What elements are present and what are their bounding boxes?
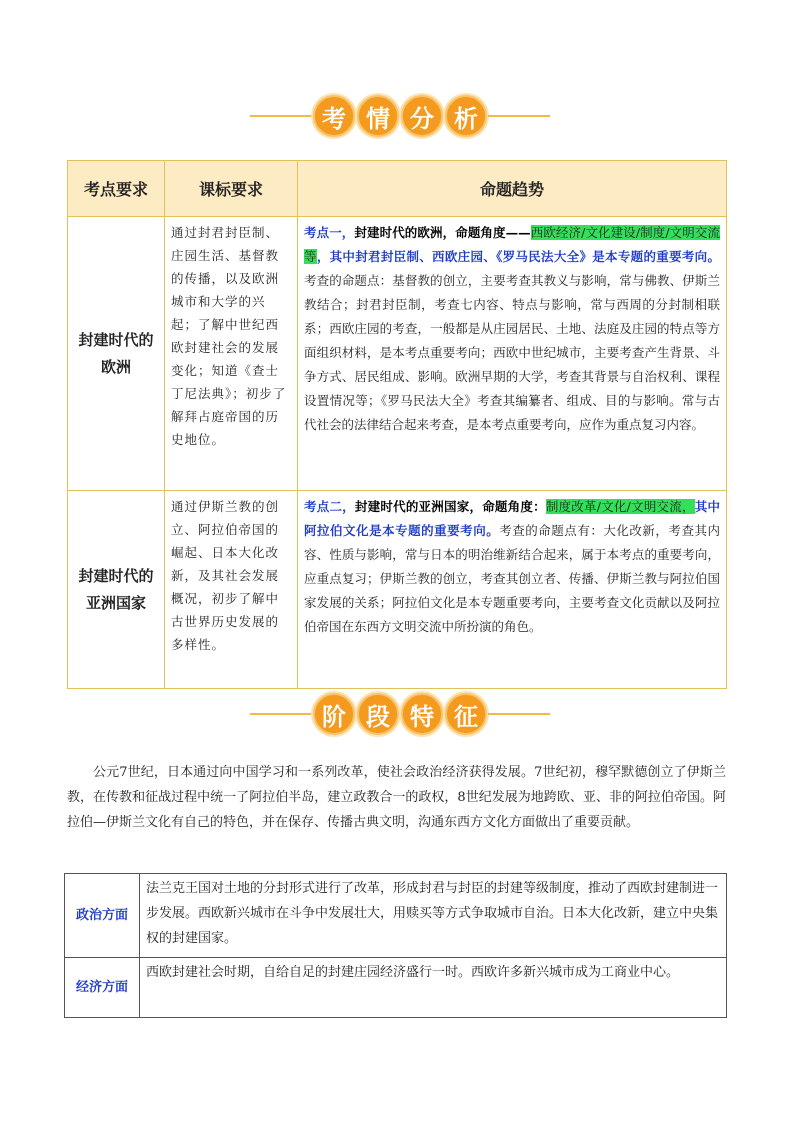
- feature-label: 政治方面: [65, 874, 140, 958]
- topic-text: 封建时代的欧洲: [78, 330, 154, 376]
- feature-label: 经济方面: [65, 958, 140, 1018]
- banner-char: 考: [313, 95, 355, 137]
- banner-line-right: [488, 713, 550, 715]
- banner-char: 情: [357, 95, 399, 137]
- table-row: [65, 958, 727, 1018]
- trend-cell: [298, 217, 727, 491]
- kp-label: 考点一，: [304, 225, 355, 240]
- section-banner-analysis: [250, 95, 550, 137]
- kp-label: 考点二，: [304, 499, 355, 514]
- topic-text: 封建时代的亚洲国家: [78, 566, 154, 612]
- banner-char: 特: [401, 693, 443, 735]
- table-header-row: [68, 161, 727, 217]
- standard-cell: 通过伊斯兰教的创立、阿拉伯帝国的崛起、日本大化改新，及其社会发展概况，初步了解中古世界历史发展的多样性。: [165, 491, 298, 689]
- feature-text: 西欧封建社会时期，自给自足的封建庄园经济盛行一时。西欧许多新兴城市成为工商业中心。: [140, 958, 727, 1018]
- feature-text: 法兰克王国对土地的分封形式进行了改革，形成封君与封臣的封建等级制度，推动了西欧封建制进一步发展。西欧新兴城市在斗争中发展壮大，用赎买等方式争取城市自治。日本大化改新，建立中央集权的封建国家。: [140, 874, 727, 958]
- table-row: [68, 491, 727, 689]
- banner-char: 分: [401, 95, 443, 137]
- table-row: [65, 874, 727, 958]
- standard-cell: 通过封君封臣制、庄园生活、基督教的传播，以及欧洲城市和大学的兴起；了解中世纪西欧封建社会的发展变化；知道《查士丁尼法典》；初步了解拜占庭帝国的历史地位。: [165, 217, 298, 491]
- banner-char: 征: [445, 693, 487, 735]
- kp-key: ，其中封君封臣制、西欧庄园、《罗马民法大全》是本专题的重要考向。: [316, 249, 720, 264]
- kp-title: 封建时代的亚洲国家，命题角度：: [354, 499, 546, 514]
- intro-paragraph: 公元7世纪，日本通过向中国学习和一系列改革，使社会政治经济获得发展。7世纪初，穆罕默德创立了伊斯兰教，在传教和征战过程中统一了阿拉伯半岛，建立政教合一的政权，8世纪发展为地跨欧、亚、非的阿拉伯帝国。阿拉伯—伊斯兰文化有自己的特色，并在保存、传播古典文明，沟通东西方文化方面做出了重要贡献。: [67, 765, 726, 830]
- feature-table: [64, 873, 727, 1018]
- topic-cell: [68, 491, 165, 689]
- banner-char: 析: [445, 95, 487, 137]
- table-row: [68, 217, 727, 491]
- header-standard: 课标要求: [165, 161, 298, 217]
- banner-line-right: [488, 115, 550, 117]
- header-trend: 命题趋势: [298, 161, 727, 217]
- header-topic: 考点要求: [68, 161, 165, 217]
- kp-title: 封建时代的欧洲，命题角度——: [354, 225, 531, 240]
- section-banner-features: [250, 693, 550, 735]
- topic-cell: [68, 217, 165, 491]
- banner-line-left: [250, 713, 312, 715]
- kp-body: 考查的命题点：基督教的创立，主要考查其教义与影响，常与佛教、伊斯兰教结合；封君封臣制，考查七内容、特点与影响，常与西周的分封制相联系；西欧庄园的考查，一般都是从庄园居民、土地、法庭及庄园的特点等方面组织材料，是本考点重要考向；西欧中世纪城市，主要考查产生背景、斗争方式、居民组成、影响。欧洲早期的大学，考查其背景与自治权利、课程设置情况等；《罗马民法大全》考查其编纂者、组成、目的与影响。常与古代社会的法律结合起来考查，是本考点重要考向，应作为重点复习内容。: [304, 273, 720, 432]
- kp-highlight: 西欧经济/文化建设/制度/文明交流等: [304, 225, 720, 264]
- kp-body: 考查的命题点有：大化改新，考查其内容、性质与影响，常与日本的明治维新结合起来，属于本考点的重要考向，应重点复习；伊斯兰教的创立，考查其创立者、传播、伊斯兰教与阿拉伯国家发展的关系；阿拉伯文化是本专题重要考向，主要考查文化贡献以及阿拉伯帝国在东西方文明交流中所扮演的角色。: [304, 523, 720, 634]
- analysis-table: [67, 160, 727, 689]
- banner-char: 阶: [313, 693, 355, 735]
- kp-highlight: 制度改革/文化/文明交流，: [545, 499, 695, 514]
- kp-key: 其中阿拉伯文化是本专题的重要考向。: [304, 499, 720, 538]
- banner-line-left: [250, 115, 312, 117]
- banner-char: 段: [357, 693, 399, 735]
- trend-cell: [298, 491, 727, 689]
